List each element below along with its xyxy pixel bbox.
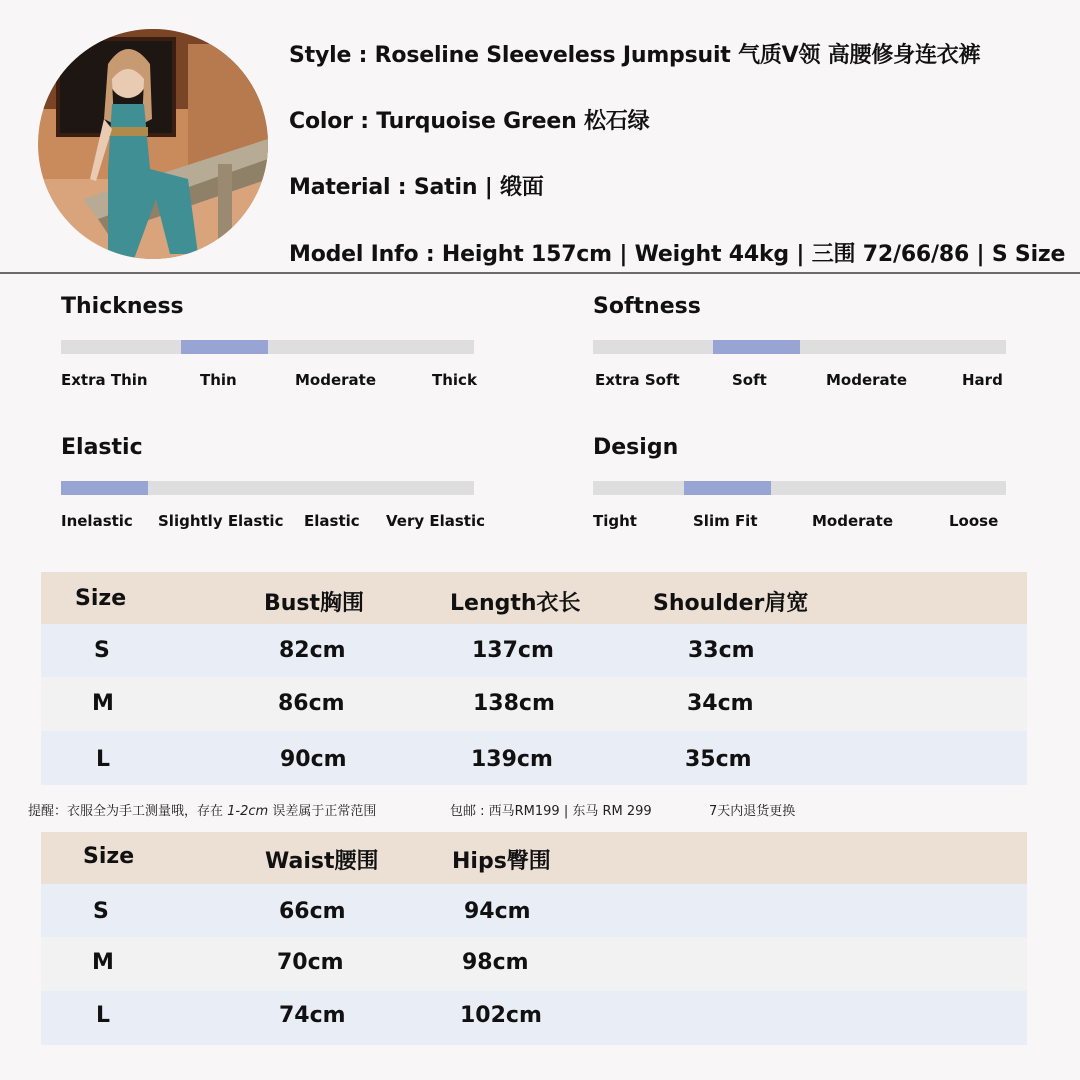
- table-row: [41, 884, 1027, 937]
- thickness-label: Extra Thin: [61, 371, 148, 389]
- thickness-title: Thickness: [61, 294, 184, 319]
- cell-size: L: [96, 747, 111, 772]
- elastic-label: Elastic: [304, 512, 360, 530]
- cell-bust: 82cm: [279, 638, 346, 663]
- header-length: Length衣长: [450, 591, 581, 616]
- design-title: Design: [593, 435, 679, 460]
- table-row: [41, 991, 1027, 1045]
- header-hips: Hips臀围: [452, 849, 551, 874]
- shipping-note: 包邮 : 西马RM199 | 东马 RM 299: [450, 804, 652, 819]
- model-info: Model Info : Height 157cm | Weight 44kg | 三围 72/66/86 | S Size: [289, 242, 1066, 267]
- header-waist: Waist腰围: [265, 849, 379, 874]
- elastic-label: Very Elastic: [386, 512, 486, 530]
- design-label: Loose: [949, 512, 999, 530]
- size-table-waist-hips: [41, 832, 1027, 1045]
- table-header: [41, 572, 1027, 624]
- color-info: Color : Turquoise Green 松石绿: [289, 109, 650, 134]
- style-info: Style : Roseline Sleeveless Jumpsuit 气质V领 高腰修身连衣裤: [289, 43, 981, 68]
- thickness-label: Thick: [432, 371, 477, 389]
- cell-length: 137cm: [472, 638, 554, 663]
- measurement-note-prefix: 提醒：衣服全为手工测量哦，存在: [28, 804, 228, 819]
- design-label: Slim Fit: [693, 512, 758, 530]
- cell-size: M: [92, 950, 114, 975]
- table-row: [41, 624, 1027, 677]
- cell-hips: 98cm: [462, 950, 529, 975]
- design-label: Moderate: [812, 512, 894, 530]
- cell-shoulder: 35cm: [685, 747, 752, 772]
- cell-waist: 66cm: [279, 899, 346, 924]
- elastic-title: Elastic: [61, 435, 143, 460]
- cell-length: 138cm: [473, 691, 555, 716]
- cell-shoulder: 33cm: [688, 638, 755, 663]
- cell-bust: 90cm: [280, 747, 347, 772]
- cell-hips: 94cm: [464, 899, 531, 924]
- table-row: [41, 937, 1027, 991]
- cell-size: M: [92, 691, 114, 716]
- thickness-label: Thin: [200, 371, 237, 389]
- softness-label: Hard: [962, 371, 1003, 389]
- header-size: Size: [75, 586, 127, 611]
- header-bust: Bust胸围: [264, 591, 365, 616]
- cell-size: S: [94, 638, 110, 663]
- design-label: Tight: [593, 512, 637, 530]
- model-photo: [38, 29, 268, 259]
- header-divider: [0, 272, 1080, 274]
- cell-waist: 70cm: [277, 950, 344, 975]
- cell-length: 139cm: [471, 747, 553, 772]
- cell-shoulder: 34cm: [687, 691, 754, 716]
- softness-scale: [593, 340, 1006, 354]
- softness-label: Soft: [732, 371, 767, 389]
- elastic-level-fill: [61, 481, 148, 495]
- design-level-fill: [684, 481, 771, 495]
- material-info: Material : Satin | 缎面: [289, 175, 544, 200]
- cell-waist: 74cm: [279, 1003, 346, 1028]
- cell-size: S: [93, 899, 109, 924]
- returns-note: 7天内退货更换: [709, 804, 796, 819]
- table-header: [41, 832, 1027, 884]
- header-shoulder: Shoulder肩宽: [653, 591, 809, 616]
- elastic-scale: [61, 481, 474, 495]
- softness-label: Extra Soft: [595, 371, 680, 389]
- table-row: [41, 677, 1027, 731]
- thickness-label: Moderate: [295, 371, 377, 389]
- size-table-bust-length: [41, 572, 1027, 785]
- thickness-scale: [61, 340, 474, 354]
- elastic-label: Inelastic: [61, 512, 133, 530]
- design-scale: [593, 481, 1006, 495]
- thickness-level-fill: [181, 340, 268, 354]
- measurement-note-suffix: 误差属于正常范围: [268, 804, 377, 819]
- measurement-note: [28, 800, 376, 819]
- header-size: Size: [83, 844, 135, 869]
- elastic-label: Slightly Elastic: [158, 512, 284, 530]
- measurement-note-range: 1-2cm: [227, 804, 269, 819]
- softness-level-fill: [713, 340, 800, 354]
- table-row: [41, 731, 1027, 785]
- cell-size: L: [96, 1003, 111, 1028]
- softness-label: Moderate: [826, 371, 908, 389]
- softness-title: Softness: [593, 294, 701, 319]
- cell-hips: 102cm: [460, 1003, 542, 1028]
- cell-bust: 86cm: [278, 691, 345, 716]
